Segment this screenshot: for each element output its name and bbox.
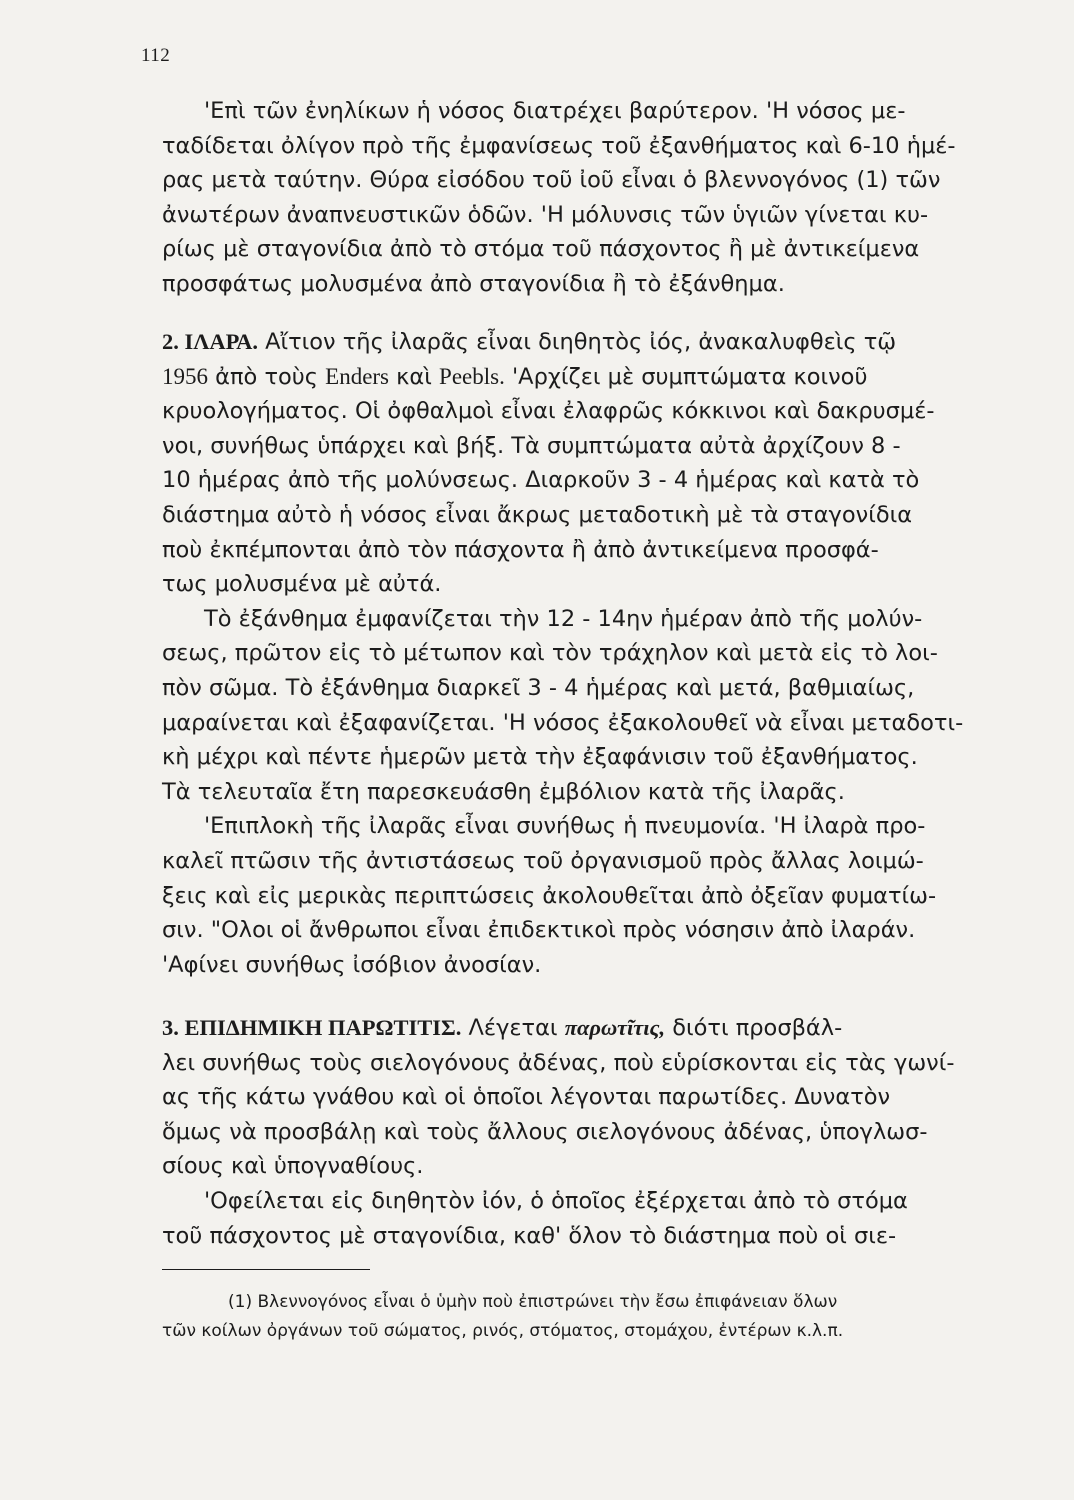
section-heading-measles: 2. ΙΛΑΡΑ. — [162, 329, 258, 354]
measles-section — [162, 325, 985, 982]
text-line: ρίως μὲ σταγονίδια ἀπὸ τὸ στόμα τοῦ πάσχοντος ἢ μὲ ἀντικείμενα — [162, 236, 920, 263]
text-line: Τὸ ἐξάνθημα ἐμφανίζεται τὴν 12 - 14ην ἡμέραν ἀπὸ τῆς μολύν- — [204, 605, 923, 632]
text-line: σιν. "Ολοι οἱ ἄνθρωποι εἶναι ἐπιδεκτικοὶ πρὸς νόσησιν ἀπὸ ἰλαράν. — [162, 917, 916, 944]
text-line: πὸν σῶμα. Τὸ ἐξάνθημα διαρκεῖ 3 - 4 ἡμέρας καὶ μετά, βαθμιαίως, — [162, 674, 915, 701]
section-heading-mumps: 3. ΕΠΙΔΗΜΙΚΗ ΠΑΡΩΤΙΤΙΣ. — [162, 1015, 462, 1040]
text-line: τως μολυσμένα μὲ αὐτά. — [162, 571, 442, 598]
text-line — [162, 325, 985, 360]
text-line: κὴ μέχρι καὶ πέντε ἡμερῶν μετὰ τὴν ἐξαφάνισιν τοῦ ἐξανθήματος. — [162, 744, 918, 771]
mumps-section — [162, 1011, 985, 1253]
text-line: ρας μετὰ ταύτην. Θύρα εἰσόδου τοῦ ἰοῦ εἶναι ὁ βλεννογόνος (1) τῶν — [162, 167, 941, 194]
text-line: 'Επὶ τῶν ἐνηλίκων ἡ νόσος διατρέχει βαρύτερον. 'Η νόσος με- — [204, 98, 906, 124]
text-line: ας τῆς κάτω γνάθου καὶ οἱ ὁποῖοι λέγονται παρωτίδες. Δυνατὸν — [162, 1084, 891, 1111]
text-line: νοι, συνήθως ὑπάρχει καὶ βήξ. Τὰ συμπτώματα αὐτὰ ἀρχίζουν 8 - — [162, 432, 901, 459]
text-line: διάστημα αὐτὸ ἡ νόσος εἶναι ἄκρως μεταδοτικὴ μὲ τὰ σταγονίδια — [162, 501, 913, 528]
text-line: ποὺ ἐκπέμπονται ἀπὸ τὸν πάσχοντα ἢ ἀπὸ ἀντικείμενα προσφά- — [162, 536, 879, 563]
text-run: ἀπὸ τοὺς — [208, 363, 326, 390]
text-run: διότι προσβάλ- — [665, 1015, 843, 1041]
text-line: τοῦ πάσχοντος μὲ σταγονίδια, καθ' ὅλον τὸ διάστημα ποὺ οἱ σιε- — [162, 1222, 897, 1249]
text-line: κρυολογήματος. Οἱ ὀφθαλμοὶ εἶναι ἐλαφρῶς κόκκινοι καὶ δακρυσμέ- — [162, 398, 935, 425]
footnote-divider — [162, 1269, 370, 1270]
text-line: 'Επιπλοκὴ τῆς ἰλαρᾶς εἶναι συνήθως ἡ πνευμονία. 'Η ἰλαρὰ προ- — [204, 813, 926, 840]
text-run: Αἴτιον τῆς ἰλαρᾶς εἶναι διηθητὸς ἰός, ἀνακαλυφθεὶς τῷ — [257, 329, 897, 355]
text-line: προσφάτως μολυσμένα ἀπὸ σταγονίδια ἢ τὸ ἐξάνθημα. — [162, 270, 785, 297]
text-run: Λέγεται — [461, 1015, 565, 1041]
text-line: ξεις καὶ εἰς μερικὰς περιπτώσεις ἀκολουθεῖται ἀπὸ ὀξεῖαν φυματίω- — [162, 882, 937, 909]
text-line: σεως, πρῶτον εἰς τὸ μέτωπον καὶ τὸν τράχηλον καὶ μετὰ εἰς τὸ λοι- — [162, 640, 938, 667]
text-line — [162, 1011, 985, 1046]
text-line — [162, 360, 985, 395]
researcher-name: Enders — [325, 363, 390, 389]
footnote — [162, 1288, 992, 1346]
text-line: μαραίνεται καὶ ἐξαφανίζεται. 'Η νόσος ἐξακολουθεῖ νὰ εἶναι μεταδοτι- — [162, 709, 964, 736]
text-run: καὶ — [389, 363, 440, 390]
text-line: σίους καὶ ὑπογναθίους. — [162, 1153, 424, 1180]
text-line: 10 ἡμέρας ἀπὸ τῆς μολύνσεως. Διαρκοῦν 3 - 4 ἡμέρας καὶ κατὰ τὸ — [162, 467, 920, 494]
text-line: 'Οφείλεται εἰς διηθητὸν ἰόν, ὁ ὁποῖος ἐξέρχεται ἀπὸ τὸ στόμα — [204, 1187, 908, 1214]
researcher-name: Peebls. — [439, 363, 505, 389]
text-line: Τὰ τελευταῖα ἔτη παρεσκευάσθη ἐμβόλιον κατὰ τῆς ἰλαρᾶς. — [162, 778, 845, 805]
text-line: ταδίδεται ὀλίγον πρὸ τῆς ἐμφανίσεως τοῦ ἐξανθήματος καὶ 6-10 ἡμέ- — [162, 132, 956, 159]
footnote-line: τῶν κοίλων ὀργάνων τοῦ σώματος, ρινός, στόματος, στομάχου, ἐντέρων κ.λ.π. — [162, 1321, 844, 1341]
intro-paragraph — [162, 94, 985, 302]
text-run: 'Αρχίζει μὲ συμπτώματα κοινοῦ — [504, 363, 868, 390]
text-line: λει συνήθως τοὺς σιελογόνους ἀδένας, ποὺ εὑρίσκονται εἰς τὰς γωνί- — [162, 1049, 955, 1076]
text-line: καλεῖ πτῶσιν τῆς ἀντιστάσεως τοῦ ὀργανισμοῦ πρὸς ἄλλας λοιμώ- — [162, 847, 924, 874]
year-text: 1956 — [162, 363, 208, 389]
italic-term: παρωτῖτις, — [564, 1015, 666, 1040]
page-number: 112 — [141, 45, 171, 66]
text-line: 'Αφίνει συνήθως ἰσόβιον ἀνοσίαν. — [162, 951, 542, 978]
text-line: ἀνωτέρων ἀναπνευστικῶν ὁδῶν. 'Η μόλυνσις τῶν ὑγιῶν γίνεται κυ- — [162, 201, 929, 228]
footnote-line: (1) Βλεννογόνος εἶναι ὁ ὑμὴν ποὺ ἐπιστρώνει τὴν ἔσω ἐπιφάνειαν ὅλων — [228, 1292, 838, 1312]
text-line: ὅμως νὰ προσβάλῃ καὶ τοὺς ἄλλους σιελογόνους ἀδένας, ὑπογλωσ- — [162, 1118, 928, 1145]
